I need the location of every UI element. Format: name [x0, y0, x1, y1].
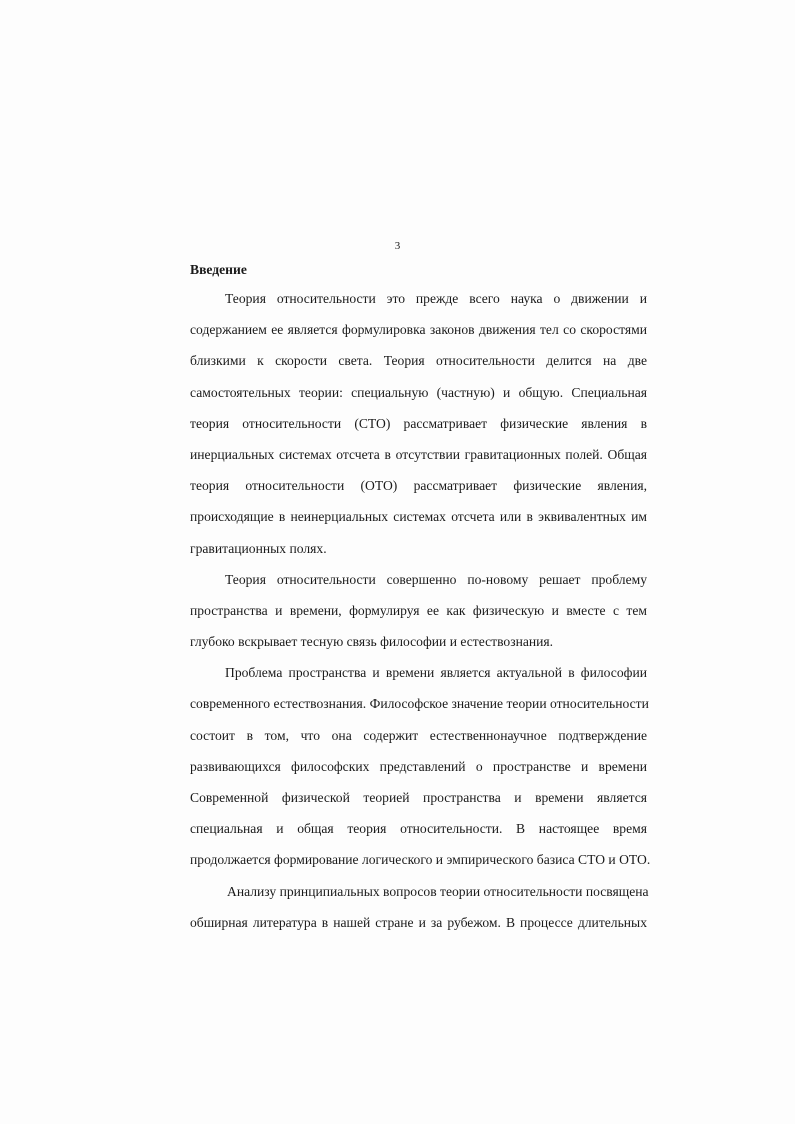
text-line: самостоятельных теории: специальную (частную) и общую. Специальная — [190, 384, 647, 400]
paragraph-3 — [190, 657, 651, 875]
page-number: 3 — [394, 240, 401, 252]
text-line: обширная литература в нашей стране и за рубежом. В процессе длительных — [190, 914, 647, 930]
text-line: Проблема пространства и времени является актуальной в философии — [225, 665, 647, 681]
text-line: Современной физической теорией пространства и времени является — [190, 790, 647, 805]
text-line: глубоко вскрывает тесную связь философии и естествознания. — [190, 634, 554, 650]
text-line: Теория относительности это прежде всего наука о движении и — [225, 291, 647, 306]
text-line: развивающихся философских представлений о пространстве и времени — [190, 758, 647, 774]
text-line: специальная и общая теория относительности. В настоящее время — [190, 821, 647, 837]
text-line: содержанием ее является формулировка законов движения тел со скоростями — [190, 322, 647, 338]
paragraph-4 — [190, 876, 647, 938]
text-line: происходящие в неинерциальных системах отсчета или в эквивалентных им — [190, 509, 647, 525]
text-line: гравитационных полях. — [190, 540, 327, 556]
text-line: Теория относительности совершенно по-новому решает проблему — [225, 571, 647, 587]
text-line: состоит в том, что она содержит естественнонаучное подтверждение — [190, 727, 647, 743]
paragraph-1 — [190, 283, 647, 564]
section-heading: Введение — [190, 262, 247, 277]
text-line: продолжается формирование логического и эмпирического базиса СТО и ОТО. — [190, 852, 651, 868]
paragraph-2 — [190, 564, 647, 658]
text-line: Анализу принципиальных вопросов теории относительности посвящена — [227, 883, 649, 899]
text-line: инерциальных системах отсчета в отсутствии гравитационных полей. Общая — [190, 446, 647, 462]
text-line: теория относительности (ОТО) рассматривает физические явления, — [190, 478, 647, 494]
document-body — [190, 262, 651, 938]
text-line: теория относительности (СТО) рассматривает физические явления в — [190, 415, 647, 431]
text-line: современного естествознания. Философское значение теории относительности — [190, 696, 649, 712]
text-line: близкими к скорости света. Теория относительности делится на две — [190, 353, 647, 369]
text-line: пространства и времени, формулируя ее как физическую и вместе с тем — [190, 602, 647, 618]
